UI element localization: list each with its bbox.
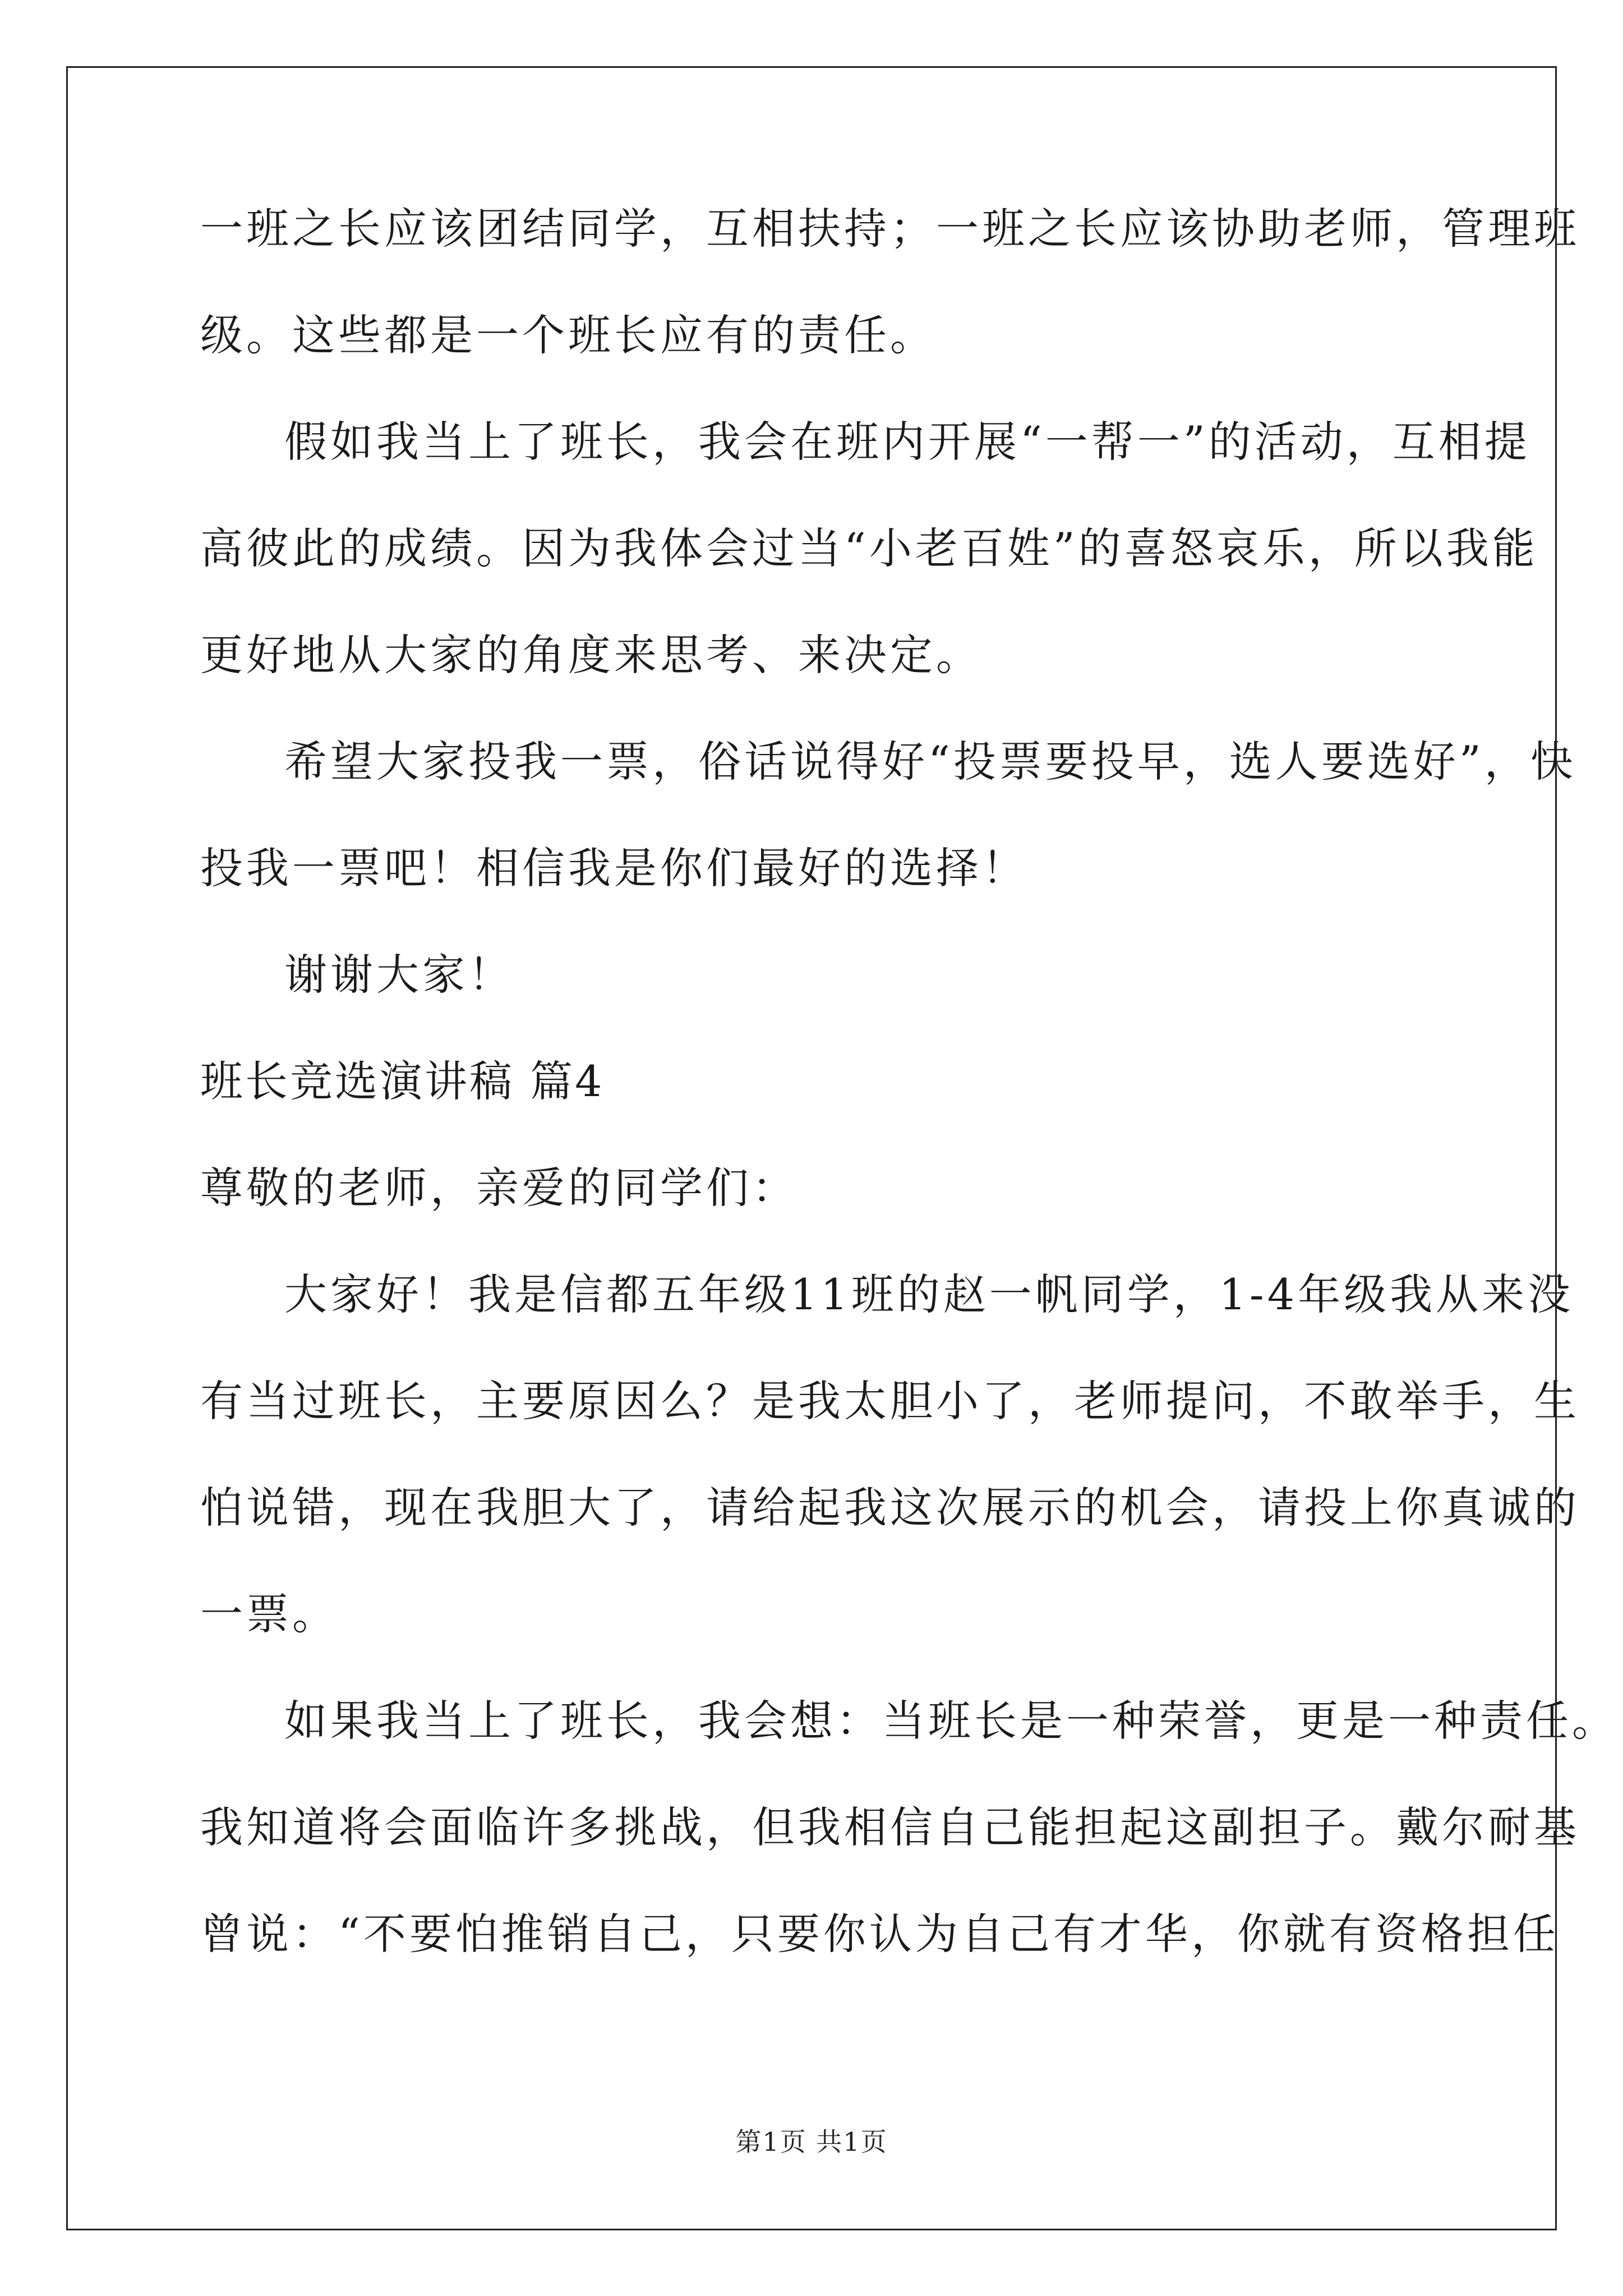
paragraph-line: 谢谢大家！: [284, 950, 514, 1000]
paragraph-line: 有当过班长，主要原因么？是我太胆小了，老师提问，不敢举手，生: [200, 1376, 1580, 1426]
paragraph-line: 投我一票吧！相信我是你们最好的选择！: [200, 843, 1028, 893]
paragraph-line: 一票。: [200, 1589, 338, 1639]
paragraph-line: 如果我当上了班长，我会想：当班长是一种荣誉，更是一种责任。: [284, 1696, 1618, 1746]
paragraph-line: 更好地从大家的角度来思考、来决定。: [200, 630, 982, 680]
page-footer: 第1页 共1页: [735, 2127, 888, 2157]
paragraph-line: 高彼此的成绩。因为我体会过当“小老百姓”的喜怒哀乐，所以我能: [200, 523, 1538, 573]
salutation: 尊敬的老师，亲爱的同学们：: [200, 1163, 798, 1213]
paragraph-line: 怕说错，现在我胆大了，请给起我这次展示的机会，请投上你真诚的: [200, 1483, 1580, 1533]
paragraph-line: 希望大家投我一票，俗话说得好“投票要投早，选人要选好”，快: [284, 737, 1576, 786]
paragraph-line: 一班之长应该团结同学，互相扶持；一班之长应该协助老师，管理班: [200, 204, 1580, 254]
paragraph-line: 假如我当上了班长，我会在班内开展“一帮一”的活动，互相提: [284, 417, 1530, 467]
paragraph-line: 我知道将会面临许多挑战，但我相信自己能担起这副担子。戴尔耐基: [200, 1802, 1580, 1852]
paragraph-line: 曾说：“不要怕推销自己，只要你认为自己有才华，你就有资格担任: [200, 1909, 1559, 1959]
section-heading: 班长竞选演讲稿 篇4: [200, 1056, 605, 1106]
paragraph-line: 级。这些都是一个班长应有的责任。: [200, 310, 936, 360]
paragraph-line: 大家好！我是信都五年级11班的赵一帆同学，1-4年级我从来没: [284, 1269, 1574, 1319]
